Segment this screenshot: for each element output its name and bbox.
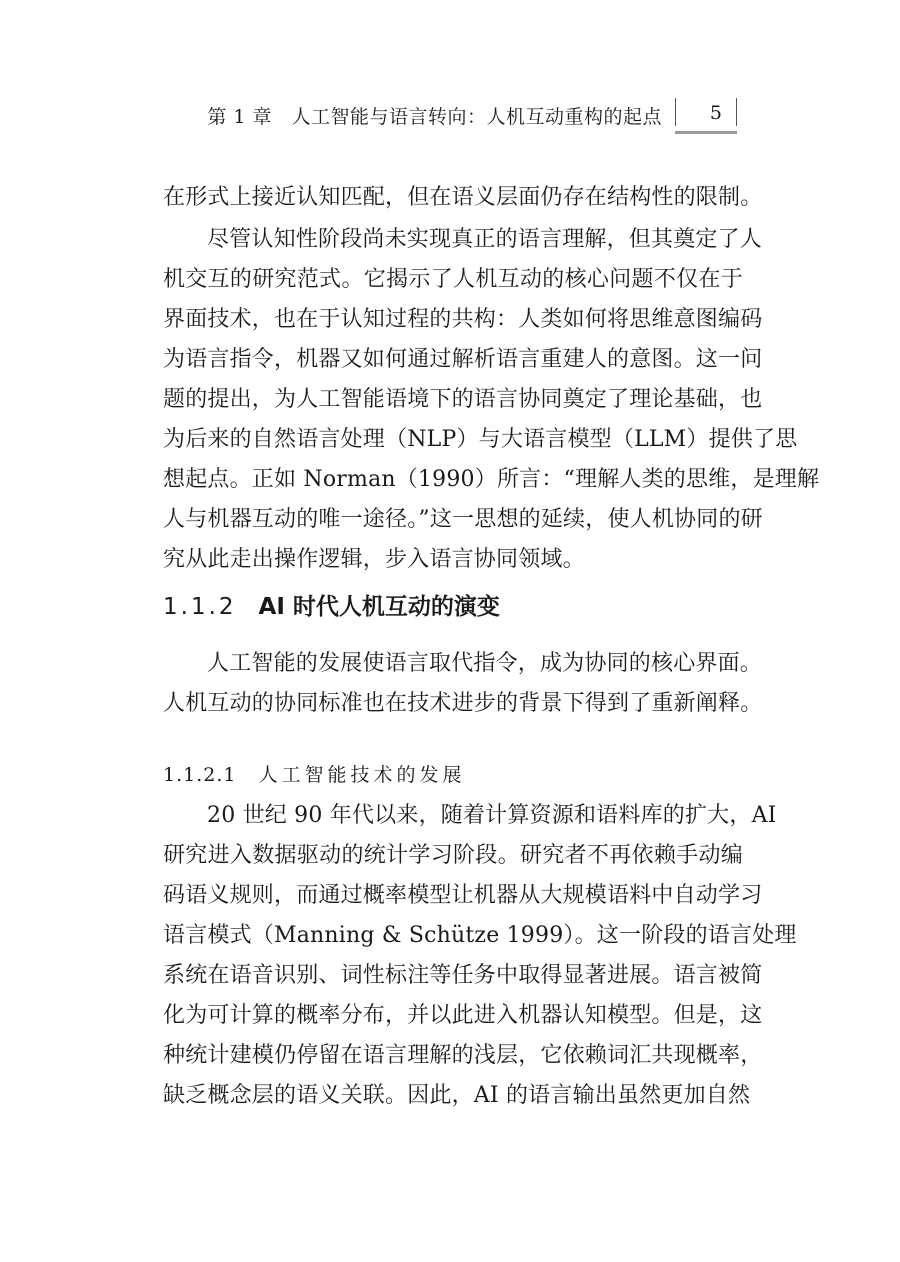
- paragraph-3: [163, 644, 763, 724]
- text-line: 人工智能的发展使语言取代指令，成为协同的核心界面。: [207, 651, 763, 676]
- paragraph-2: [163, 220, 820, 580]
- text-line: 为后来的自然语言处理（NLP）与大语言模型（LLM）提供了思: [163, 427, 798, 452]
- section-number: 1.1.2: [163, 594, 237, 620]
- text-line: 机交互的研究范式。它揭示了人机互动的核心问题不仅在于: [163, 267, 743, 292]
- text-line: 系统在语音识别、词性标注等任务中取得显著进展。语言被简: [163, 963, 763, 988]
- section-heading: [163, 588, 500, 621]
- text-line: 20 世纪 90 年代以来，随着计算资源和语料库的扩大，AI: [207, 803, 777, 828]
- text-line: 人与机器互动的唯一途径。”这一思想的延续，使人机协同的研: [163, 507, 763, 532]
- text-line: 码语义规则，而通过概率模型让机器从大规模语料中自动学习: [163, 883, 763, 908]
- text-line: 在形式上接近认知匹配，但在语义层面仍存在结构性的限制。: [163, 185, 763, 210]
- subsection-title: 人工智能技术的发展: [258, 764, 466, 786]
- paragraph-1: [163, 178, 763, 218]
- section-title: AI 时代人机互动的演变: [258, 594, 500, 620]
- running-title: 第 1 章 人工智能与语言转向：人机互动重构的起点: [207, 106, 662, 128]
- text-line: 种统计建模仍停留在语言理解的浅层，它依赖词汇共现概率，: [163, 1043, 763, 1068]
- text-line: 研究进入数据驱动的统计学习阶段。研究者不再依赖手动编: [163, 843, 743, 868]
- header-divider: [675, 98, 676, 126]
- text-line: 人机互动的协同标准也在技术进步的背景下得到了重新阐释。: [163, 691, 763, 716]
- header-divider: [736, 98, 737, 126]
- text-line: 为语言指令，机器又如何通过解析语言重建人的意图。这一问: [163, 347, 763, 372]
- paragraph-4: [163, 796, 797, 1116]
- page-number: 5: [709, 102, 722, 124]
- text-line: 化为可计算的概率分布，并以此进入机器认知模型。但是，这: [163, 1003, 763, 1028]
- text-line: 缺乏概念层的语义关联。因此，AI 的语言输出虽然更加自然: [163, 1083, 751, 1108]
- text-line: 语言模式（Manning & Schütze 1999）。这一阶段的语言处理: [163, 923, 797, 948]
- text-line: 想起点。正如 Norman（1990）所言：“理解人类的思维，是理解: [163, 467, 820, 492]
- subsection-number: 1.1.2.1: [163, 764, 237, 786]
- subsection-heading: [163, 760, 466, 787]
- text-line: 尽管认知性阶段尚未实现真正的语言理解，但其奠定了人: [207, 227, 763, 252]
- running-header: [160, 98, 740, 134]
- text-line: 究从此走出操作逻辑，步入语言协同领域。: [163, 547, 585, 572]
- text-line: 题的提出，为人工智能语境下的语言协同奠定了理论基础，也: [163, 387, 763, 412]
- text-line: 界面技术，也在于认知过程的共构：人类如何将思维意图编码: [163, 307, 763, 332]
- header-rule: [675, 131, 737, 134]
